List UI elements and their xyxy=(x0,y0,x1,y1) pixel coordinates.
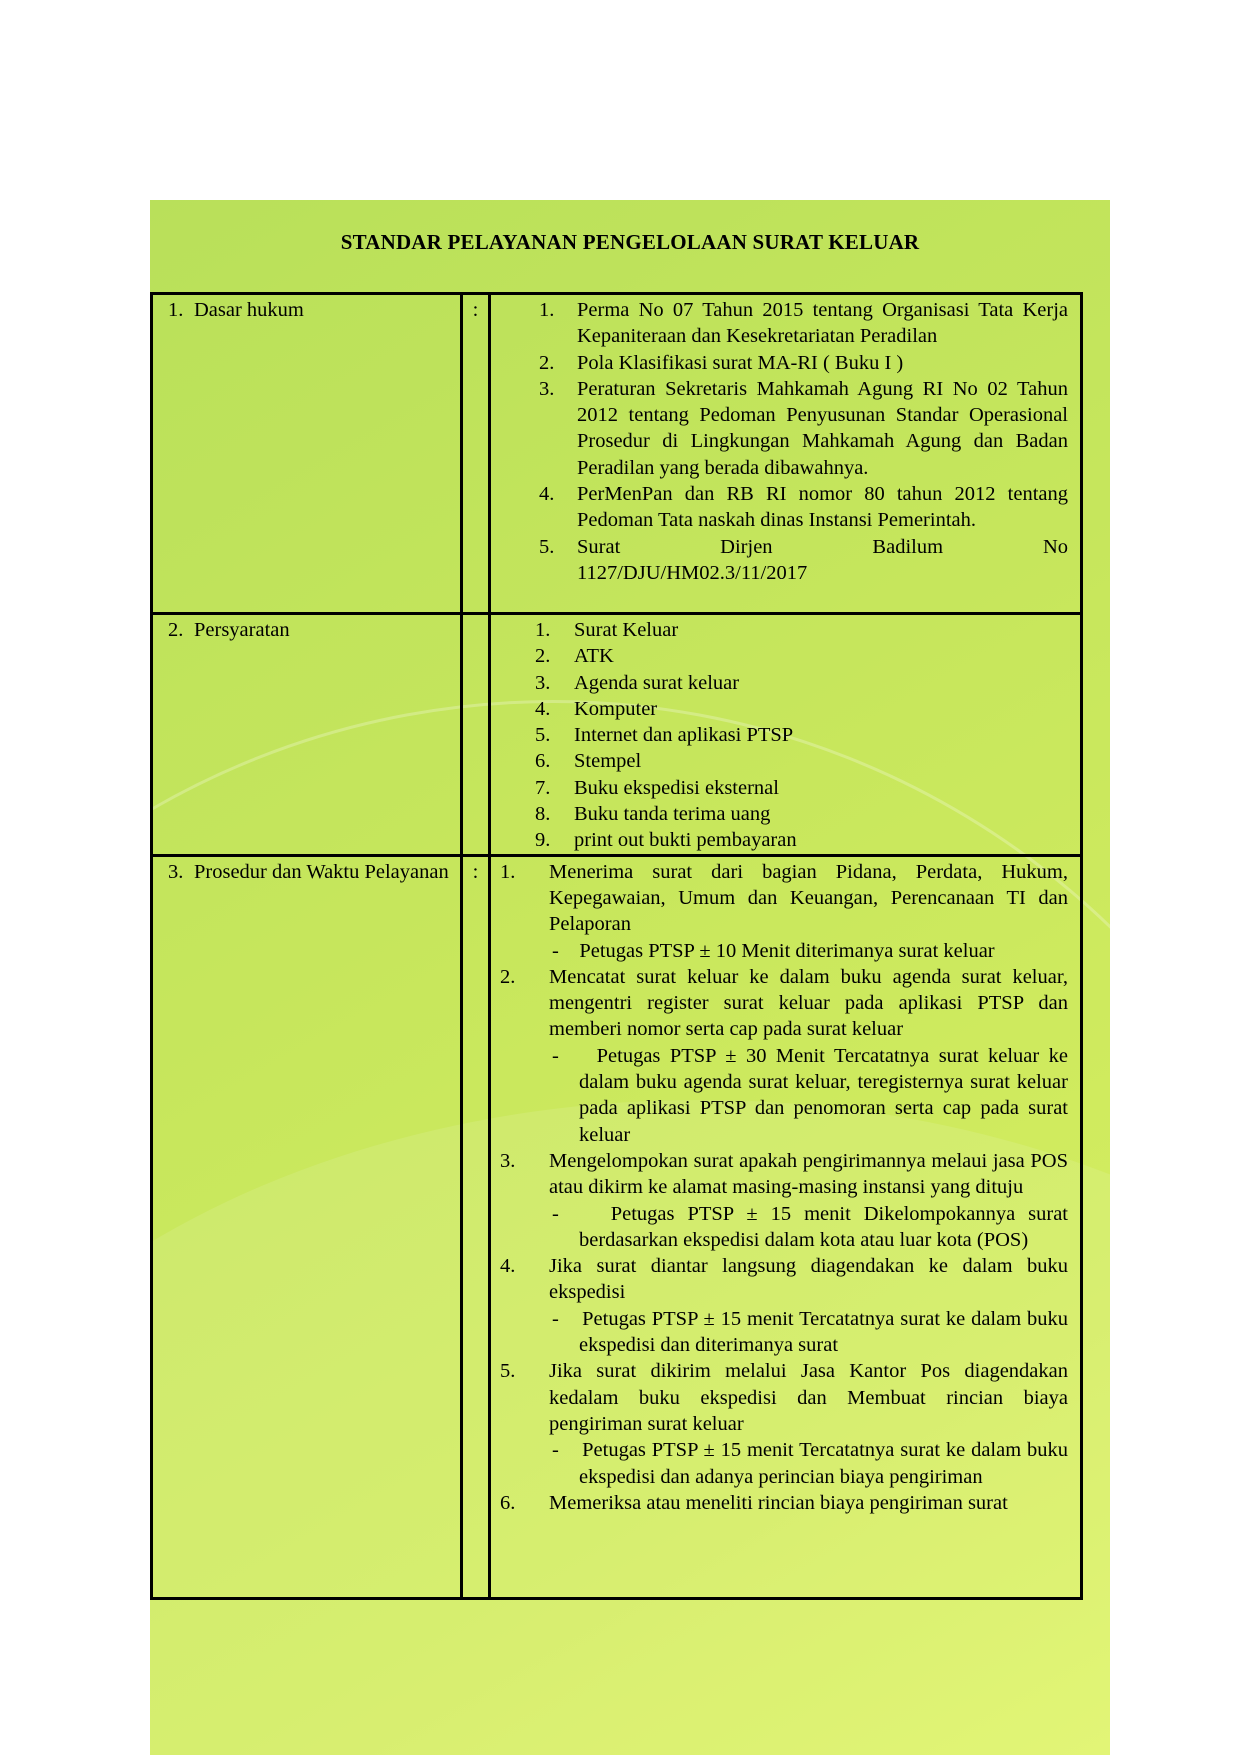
legal-basis-list xyxy=(491,295,1080,586)
colon-cell xyxy=(462,855,490,1598)
list-item: 5. Jika surat dikirim melalui Jasa Kantor Pos diagendakan kedalam buku ekspedisi dan Membuat rincian biaya pengiriman surat keluar - Petugas PTSP ± 15 menit Tercatatnya surat ke dalam buku ekspedisi dan adanya perincian biaya pengiriman xyxy=(491,1358,1068,1489)
list-item: 8. Buku tanda terima uang xyxy=(535,803,771,826)
list-item: 9. print out bukti pembayaran xyxy=(535,829,797,852)
requirements-list xyxy=(491,615,1080,854)
colon: : xyxy=(472,299,479,321)
row-label: Dasar hukum xyxy=(194,299,304,321)
table-row xyxy=(152,855,1082,1598)
colon: : xyxy=(472,860,479,883)
list-item: 2. Mencatat surat keluar ke dalam buku agenda surat keluar, mengentri register surat keluar pada aplikasi PTSP dan memberi nomor serta cap pada surat keluar - Petugas PTSP ± 30 Menit Tercatatnya surat keluar ke dalam buku agenda surat keluar, teregisternya surat keluar pada aplikasi PTSP dan penomoran serta cap pada surat keluar xyxy=(491,964,1068,1148)
list-item: 6. Stempel xyxy=(535,750,642,773)
row-label-cell xyxy=(152,294,462,614)
list-item: 7. Buku ekspedisi eksternal xyxy=(535,776,779,799)
row-number: 1. xyxy=(168,299,184,321)
list-item: 4. Jika surat diantar langsung diagendakan ke dalam buku ekspedisi - Petugas PTSP ± 15 menit Tercatatnya surat ke dalam buku ekspedisi dan diterimanya surat xyxy=(491,1253,1068,1358)
row-label: Persyaratan xyxy=(194,619,290,641)
sub-item: - Petugas PTSP ± 15 menit Tercatatnya surat ke dalam buku ekspedisi dan diterimanya surat xyxy=(552,1307,1068,1357)
list-item: 1. Perma No 07 Tahun 2015 tentang Organisasi Tata Kerja Kepaniteraan dan Kesekretariatan Peradilan xyxy=(539,299,1068,348)
sub-item: - Petugas PTSP ± 30 Menit Tercatatnya surat keluar ke dalam buku agenda surat keluar, teregisternya surat keluar pada aplikasi PTSP dan penomoran serta cap pada surat keluar xyxy=(552,1044,1069,1146)
list-item: 3. Peraturan Sekretaris Mahkamah Agung RI No 02 Tahun 2012 tentang Pedoman Penyusunan Standar Operasional Prosedur di Lingkungan Mahkamah Agung dan Badan Peradilan yang berada dibawahnya. xyxy=(539,377,1068,479)
colon-cell xyxy=(462,614,490,856)
row-label: Prosedur dan Waktu Pelayanan xyxy=(194,860,449,883)
row-number: 3. xyxy=(168,860,184,883)
row-content-cell xyxy=(490,614,1082,856)
document-title: STANDAR PELAYANAN PENGELOLAAN SURAT KELUAR xyxy=(340,230,920,254)
colon xyxy=(463,615,488,617)
table-row xyxy=(152,614,1082,856)
list-item: 1. Surat Keluar xyxy=(535,619,679,641)
sub-item: - Petugas PTSP ± 15 menit Dikelompokannya surat berdasarkan ekspedisi dalam kota atau luar kota (POS) xyxy=(552,1202,1069,1251)
row-label-cell xyxy=(152,614,462,856)
row-label-cell xyxy=(152,855,462,1598)
table-row xyxy=(152,294,1082,614)
row-content-cell xyxy=(490,294,1082,614)
procedure-list xyxy=(491,857,1080,1516)
list-item: 6. Memeriksa atau meneliti rincian biaya pengiriman surat xyxy=(500,1491,1008,1514)
document-page xyxy=(150,200,1110,1755)
list-item: 5. Surat Dirjen Badilum No 1127/DJU/HM02.3/11/2017 xyxy=(539,535,1068,584)
list-item: 5. Internet dan aplikasi PTSP xyxy=(535,724,794,747)
sub-item: - Petugas PTSP ± 10 Menit diterimanya surat keluar xyxy=(552,939,995,962)
colon-cell xyxy=(462,294,490,614)
list-item: 4. PerMenPan dan RB RI nomor 80 tahun 2012 tentang Pedoman Tata naskah dinas Instansi Pemerintah. xyxy=(539,483,1068,532)
list-item: 3. Mengelompokan surat apakah pengirimannya melaui jasa POS atau dikirm ke alamat masing-masing instansi yang dituju - Petugas PTSP ± 15 menit Dikelompokannya surat berdasarkan ekspedisi dalam kota atau luar kota (POS) xyxy=(491,1148,1068,1253)
service-standard-table xyxy=(150,292,1083,1600)
list-item: 4. Komputer xyxy=(535,697,658,720)
row-number: 2. xyxy=(168,619,184,641)
list-item: 2. ATK xyxy=(535,645,614,668)
row-content-cell xyxy=(490,855,1082,1598)
list-item: 2. Pola Klasifikasi surat MA-RI ( Buku I ) xyxy=(539,351,904,374)
list-item: 1. Menerima surat dari bagian Pidana, Perdata, Hukum, Kepegawaian, Umum dan Keuangan, Perencanaan TI dan Pelaporan - Petugas PTSP ± 10 Menit diterimanya surat keluar xyxy=(491,859,1068,964)
sub-item: - Petugas PTSP ± 15 menit Tercatatnya surat ke dalam buku ekspedisi dan adanya perincian biaya pengiriman xyxy=(552,1439,1068,1488)
list-item: 3. Agenda surat keluar xyxy=(535,671,740,694)
